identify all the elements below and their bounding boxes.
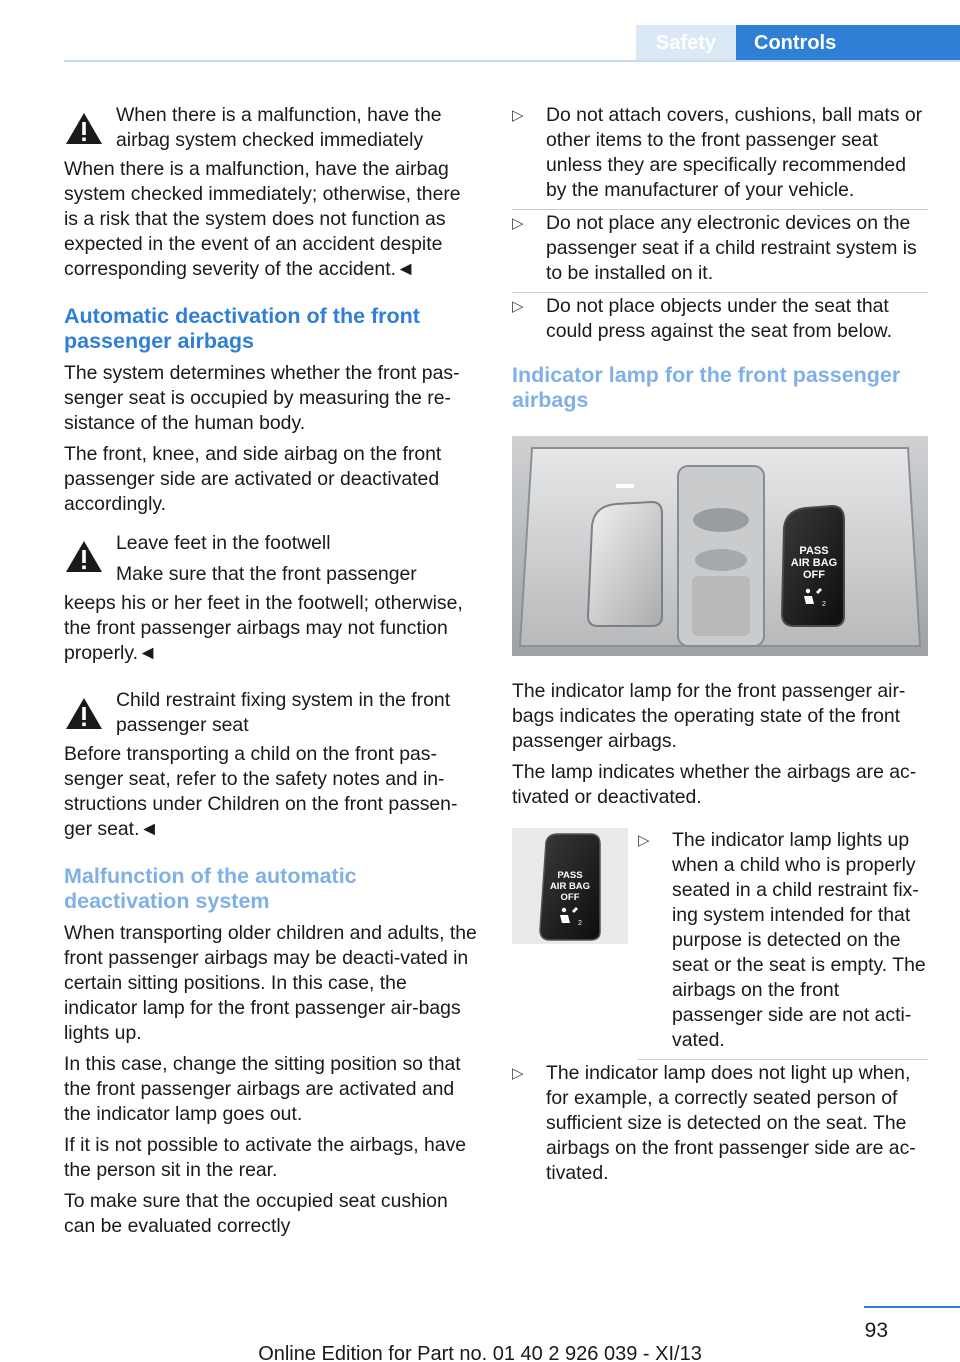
warning-body-lead: Make sure that the front passenger (116, 563, 417, 585)
paragraph: To make sure that the occupied seat cushion can be evaluated correctly (64, 1190, 448, 1237)
warning-body: Before transporting a child on the front pas-senger seat, refer to the safety notes and in-structions under Children on the front passen-ger seat.◄ (64, 743, 458, 840)
warning-icon (64, 696, 104, 731)
lamp-label: AIR BAG (549, 881, 591, 892)
list-item: ▷ Do not place objects under the seat that could press against the seat from below. (512, 294, 928, 351)
list-item: ▷ Do not attach covers, cushions, ball mats or other items to the front passenger seat unless they are specifically recommended by the manufacturer of your vehicle. (512, 103, 928, 210)
right-column (512, 103, 928, 1194)
paragraph: The front, knee, and side airbag on the front passenger side are activated or deactivated accordingly. (64, 443, 442, 515)
svg-text:2: 2 (822, 601, 826, 608)
warning-icon (64, 111, 104, 146)
lamp-label: AIR BAG (790, 557, 838, 569)
lamp-photo (512, 828, 628, 944)
page-number: 93 (864, 1319, 888, 1342)
warning-child-restraint (64, 688, 479, 738)
warning-title: Child restraint fixing system in the front passenger seat (116, 689, 451, 736)
header-rule (64, 60, 960, 62)
warning-title: When there is a malfunction, have the airbag system checked immediately (116, 104, 442, 151)
list-item: ▷ The indicator lamp does not light up when, for example, a correctly seated person of sufficient size is detected on the seat. The airbags on the front passenger side are ac-tivated. (512, 1061, 928, 1193)
warning-body: When there is a malfunction, have the airbag system checked immediately; otherwise, there is a risk that the system does not function as expected in the event of an accident despite corresponding severity of the accident.◄ (64, 158, 461, 280)
lamp-label: OFF (560, 892, 580, 903)
lamp-label: PASS (557, 870, 583, 881)
warning-malfunction (64, 103, 479, 153)
bullet-list (512, 1061, 928, 1193)
paragraph: When transporting older children and adults, the front passenger airbags may be deacti-vated in certain sitting positions. In this case, the indicator lamp for the front passenger air-bags lights up. (64, 922, 477, 1044)
left-column (64, 103, 479, 1245)
paragraph: The indicator lamp for the front passenger air-bags indicates the operating state of the front passenger airbags. (512, 680, 906, 752)
warning-icon (64, 539, 104, 574)
bullet-list (638, 828, 928, 1061)
section-tab-controls[interactable]: Controls (736, 25, 960, 61)
list-item: ▷ Do not place any electronic devices on the passenger seat if a child restraint system is to be installed on it. (512, 211, 928, 293)
edition-note: Online Edition for Part no. 01 40 2 926 039 - XI/13 (258, 1343, 702, 1362)
lamp-detail-row (512, 828, 928, 1061)
list-item: ▷ The indicator lamp lights up when a child who is properly seated in a child restraint fix-ing system intended for that purpose is detected on the seat or the seat is empty. The airbags on the front passenger side are not acti-vated. (638, 828, 928, 1060)
section-tab-safety[interactable]: Safety (636, 25, 736, 61)
paragraph: The system determines whether the front pas-senger seat is occupied by measuring the re-sistance of the human body. (64, 362, 460, 434)
paragraph: The lamp indicates whether the airbags are ac-tivated or deactivated. (512, 761, 917, 808)
section-heading: Automatic deactivation of the front passenger airbags (64, 304, 420, 353)
warning-feet (64, 531, 479, 587)
page-header (636, 25, 960, 61)
bullet-list (512, 103, 928, 351)
footer-rule (864, 1306, 960, 1308)
warning-body: keeps his or her feet in the footwell; otherwise, the front passenger airbags may not function properly.◄ (64, 592, 463, 664)
paragraph: In this case, change the sitting position so that the front passenger airbags are activated and the indicator lamp goes out. (64, 1053, 461, 1125)
svg-text:2: 2 (578, 920, 582, 927)
console-photo (512, 436, 928, 656)
section-heading: Malfunction of the automatic deactivation system (64, 864, 357, 913)
lamp-label: OFF (803, 569, 825, 581)
section-heading: Indicator lamp for the front passenger airbags (512, 363, 901, 412)
lamp-label: PASS (799, 545, 829, 557)
paragraph: If it is not possible to activate the airbags, have the person sit in the rear. (64, 1134, 467, 1181)
warning-title: Leave feet in the footwell (116, 532, 331, 554)
